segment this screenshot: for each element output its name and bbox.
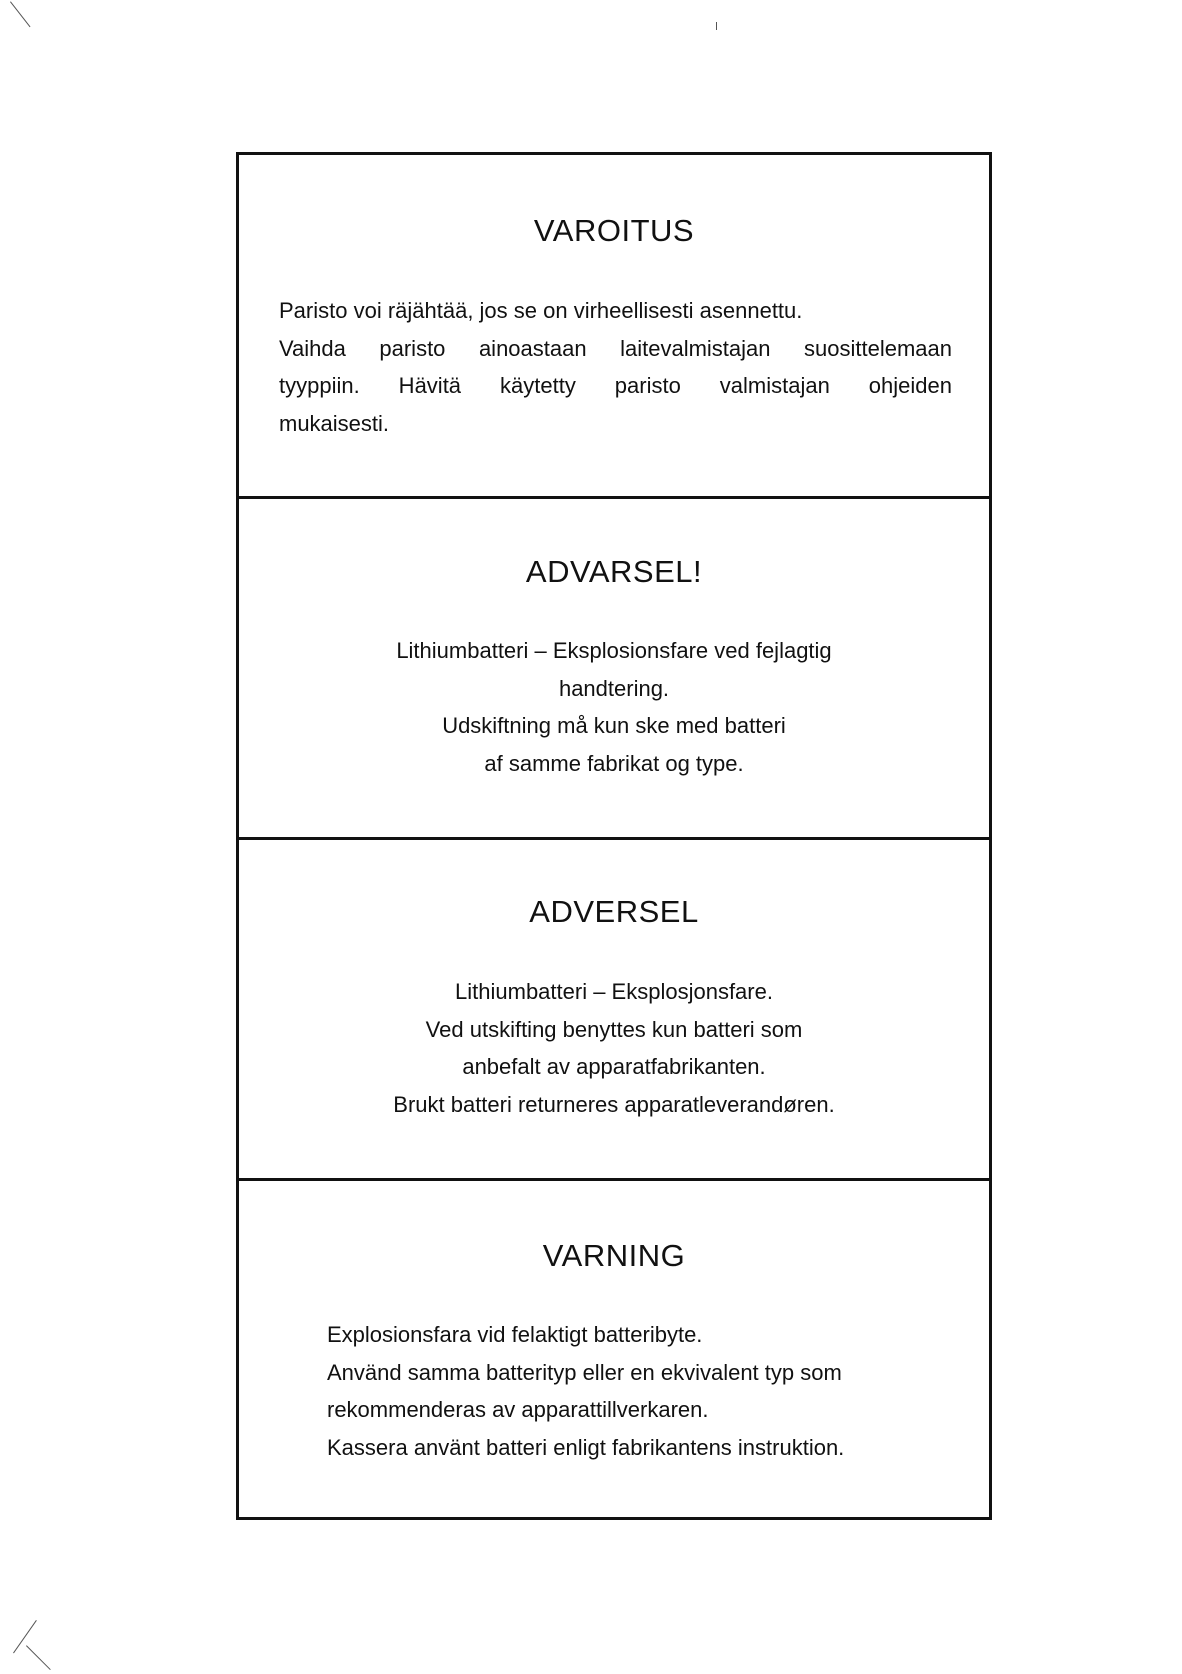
panel-body — [239, 973, 989, 1123]
scan-artifact-top-center — [716, 22, 717, 30]
body-line: handtering. — [558, 675, 670, 701]
scan-artifact-bottom-left-a — [13, 1620, 37, 1653]
body-line: Lithiumbatteri – Eksplosjonsfare. — [455, 979, 773, 1004]
panel-body — [327, 1316, 844, 1466]
body-line: tyyppiin. Hävitä käytetty paristo valmistajan ohjeiden — [279, 373, 952, 398]
body-line: Vaihda paristo ainoastaan laitevalmistajan suosittelemaan — [279, 335, 952, 361]
panel-varning — [239, 1178, 989, 1517]
body-line: Udskiftning må kun ske med batteri — [442, 713, 786, 738]
body-line: Kassera använt batteri enligt fabrikantens instruktion. — [327, 1434, 845, 1460]
panel-heading: ADVARSEL! — [525, 554, 703, 589]
panel-heading: VAROITUS — [533, 213, 695, 248]
panel-varoitus — [239, 155, 989, 496]
panel-body — [239, 632, 989, 782]
panel-adversel — [239, 837, 989, 1178]
panel-heading: ADVERSEL — [529, 894, 699, 929]
body-line: mukaisesti. — [279, 410, 390, 436]
warning-labels-frame — [236, 152, 992, 1520]
body-line: Lithiumbatteri – Eksplosionsfare ved fejlagtig — [396, 638, 832, 663]
body-line: Ved utskifting benyttes kun batteri som — [425, 1016, 803, 1042]
body-line: Brukt batteri returneres apparatleverandøren. — [393, 1091, 835, 1117]
body-line: anbefalt av apparatfabrikanten. — [462, 1054, 766, 1079]
body-line: Paristo voi räjähtää, jos se on virheellisesti asennettu. — [279, 298, 803, 323]
panel-advarsel — [239, 496, 989, 837]
scan-artifact-top-left — [10, 1, 30, 27]
body-line: Explosionsfara vid felaktigt batteribyte. — [327, 1322, 703, 1347]
panel-heading: VARNING — [542, 1238, 686, 1273]
body-line: af samme fabrikat og type. — [484, 750, 744, 776]
body-line: rekommenderas av apparattillverkaren. — [327, 1397, 709, 1422]
panel-body — [279, 292, 952, 442]
body-line: Använd samma batterityp eller en ekvivalent typ som — [327, 1359, 842, 1385]
scan-artifact-bottom-left-b — [26, 1645, 51, 1670]
